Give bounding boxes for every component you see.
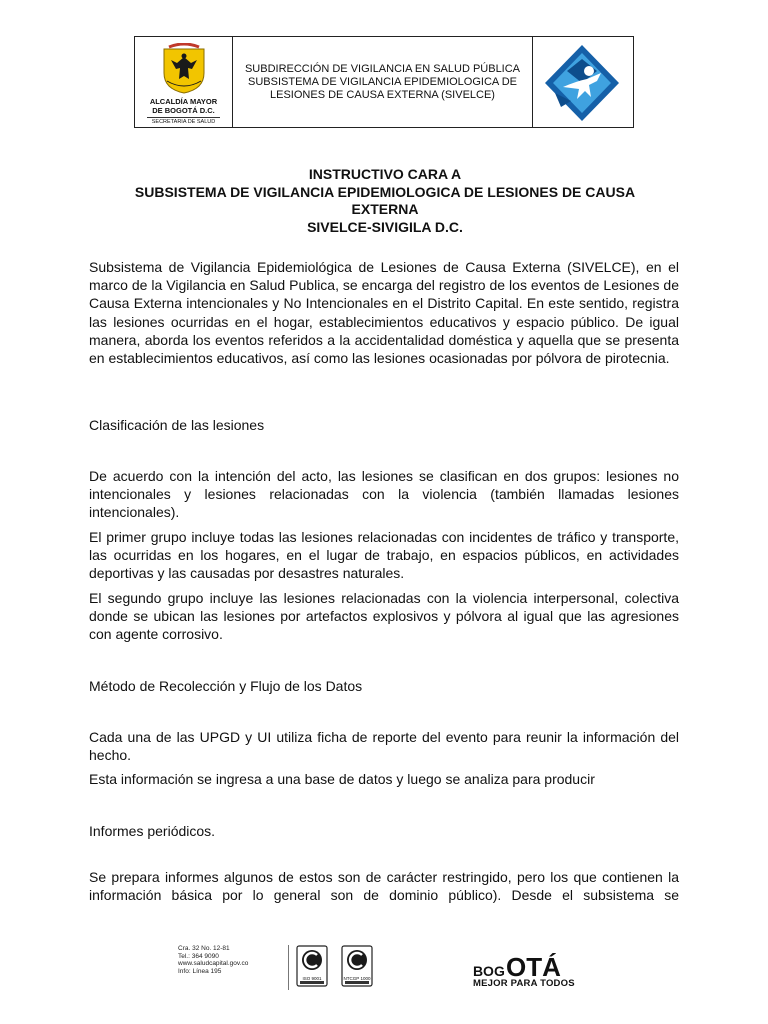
- header-right-logo-cell: [533, 37, 633, 127]
- header-left-logo-cell: [135, 37, 233, 127]
- svg-text:O: O: [483, 963, 494, 979]
- ntcgp-cert-label: NTCGP 1000: [343, 976, 371, 981]
- document-header: [134, 36, 634, 128]
- ntcgp-cert-badge: [341, 945, 373, 987]
- header-line-3: LESIONES DE CAUSA EXTERNA (SIVELCE): [270, 88, 495, 101]
- title-line-3: EXTERNA: [351, 201, 419, 217]
- header-title-cell: [233, 37, 533, 127]
- bogota-shield-icon: [161, 43, 207, 95]
- iso-cert-label: ISO 9001: [302, 976, 322, 981]
- document-title: [110, 166, 660, 236]
- paragraph-metodo: Cada una de las UPGD y UI utiliza ficha de reporte del evento para reunir la información del hecho.: [89, 729, 679, 764]
- iso-cert-badge: [296, 945, 328, 987]
- paragraph-base-datos: Esta información se ingresa a una base de datos y luego se analiza para producir: [89, 771, 595, 787]
- header-line-1: SUBDIRECCIÓN DE VIGILANCIA EN SALUD PÚBLICA: [244, 62, 521, 75]
- title-line-1: INSTRUCTIVO CARA A: [308, 166, 462, 182]
- paragraph-clasificacion: De acuerdo con la intención del acto, las lesiones se clasifican en dos grupos: lesiones no intencionales y lesiones relacionadas con la violencia (también llamadas lesiones intencionales).: [89, 468, 679, 521]
- logo-divider: [147, 117, 220, 118]
- section-heading-metodo: Método de Recolección y Flujo de los Datos: [89, 678, 363, 694]
- sivelce-logo-icon: [541, 41, 623, 125]
- alcaldia-title: ALCALDÍA MAYOR DE BOGOTÁ D.C.: [149, 97, 218, 115]
- section-heading-informes: Informes periódicos.: [89, 823, 216, 839]
- secretaria-label: SECRETARIA DE SALUD: [151, 119, 216, 125]
- title-line-4: SIVELCE-SIVIGILA D.C.: [307, 218, 463, 235]
- bogota-brand-logo: [473, 950, 593, 980]
- paragraph-segundo-grupo: El segundo grupo incluye las lesiones relacionadas con la violencia interpersonal, colectiva donde se ubican las lesiones por artefactos explosivos y pólvora al igual que las agresiones con agente corrosivo.: [89, 590, 679, 643]
- svg-text:G: G: [494, 963, 505, 979]
- footer-divider: [288, 945, 289, 990]
- svg-text:OTÁ: OTÁ: [506, 952, 561, 980]
- header-line-2: SUBSISTEMA DE VIGILANCIA EPIDEMIOLOGICA DE: [248, 75, 517, 88]
- paragraph-primer-grupo: El primer grupo incluye todas las lesiones relacionadas con incidentes de tráfico y transporte, las ocurridas en los hogares, en el lugar de trabajo, en espacios públicos, en actividades deportivas y las causadas por desastres naturales.: [89, 529, 679, 582]
- brand-tagline: MEJOR PARA TODOS: [473, 978, 575, 989]
- intro-paragraph: Subsistema de Vigilancia Epidemiológica de Lesiones de Causa Externa (SIVELCE), en el marco de la Vigilancia en Salud Publica, se encarga del registro de los eventos de Lesiones de Causa Externa intencionales y No Intencionales en el Distrito Capital. En este sentido, registra las lesiones ocurridas en el hogar, establecimientos educativos y espacio público. De igual manera, aborda los eventos referidos a la accidentalidad doméstica y aquella que se presenta en establecimientos educativos, así como las lesiones ocasionadas por pólvora de pirotecnia.: [89, 259, 679, 367]
- title-line-2: SUBSISTEMA DE VIGILANCIA EPIDEMIOLOGICA DE LESIONES DE CAUSA: [134, 183, 636, 200]
- footer-address: Cra. 32 No. 12-81 Tel.: 364 9090 www.saludcapital.gov.co Info: Línea 195: [178, 945, 249, 975]
- paragraph-informes: Se prepara informes algunos de estos son de carácter restringido, pero los que contienen la información básica por lo general son de dominio público). Desde el subsistema se: [89, 869, 679, 904]
- svg-text:B: B: [473, 963, 484, 979]
- section-heading-clasificacion: Clasificación de las lesiones: [89, 417, 265, 433]
